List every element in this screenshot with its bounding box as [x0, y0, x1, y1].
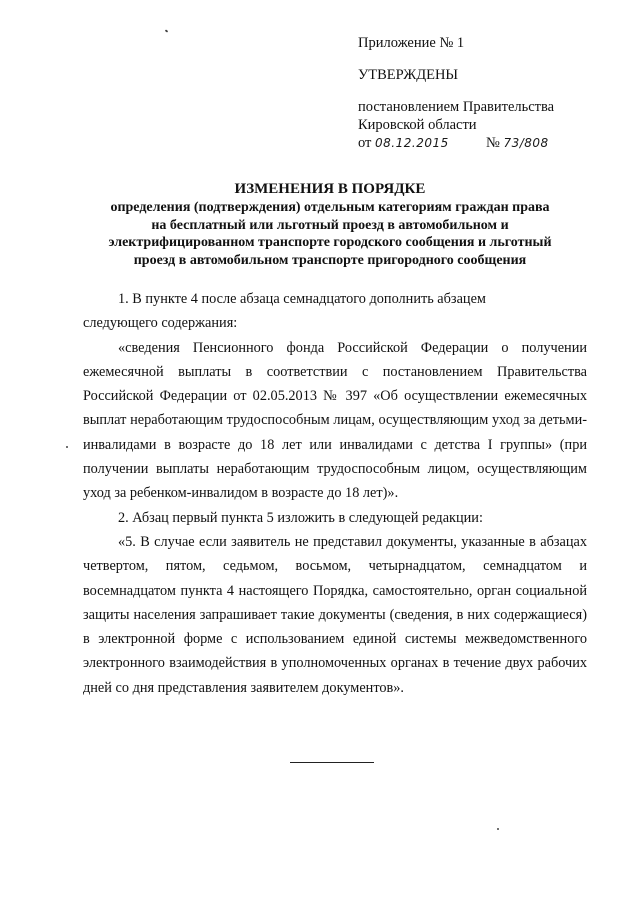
scan-mark — [165, 29, 169, 32]
paragraph-1-continued: следующего содержания: — [83, 315, 238, 332]
date-prefix: от — [358, 135, 372, 151]
paragraph-1: 1. В пункте 4 после абзаца семнадцатого дополнить абзацем — [118, 291, 486, 307]
number-value: 73/808 — [503, 136, 549, 150]
paragraph-3: 2. Абзац первый пункта 5 изложить в следующей редакции: — [118, 509, 483, 526]
decree-line-1: постановлением Правительства — [358, 99, 555, 115]
approved-label: УТВЕРЖДЕНЫ — [358, 67, 459, 83]
title-line: электрифицированном транспорте городского сообщения и льготный — [108, 235, 552, 251]
title-line: на бесплатный или льготный проезд в автомобильном и — [151, 217, 509, 233]
closing-rule — [290, 762, 374, 763]
title-main: ИЗМЕНЕНИЯ В ПОРЯДКЕ — [234, 181, 426, 197]
document-title — [70, 180, 590, 269]
appendix-label: Приложение № 1 — [358, 35, 465, 51]
number-prefix: № — [486, 135, 500, 151]
paragraph-4-quote: «5. В случае если заявитель не представил документы, указанные в абзацах четвертом, пятом, седьмом, восьмом, четырнадцатом, семнадцатом и восемнадцатом пункта 4 настоящего Порядка, самостоятельно, орган социальной защиты населения запрашивает такие документы (сведения, в них содержащиеся) в электронной форме с использованием единой системы межведомственного электронного взаимодействия в уполномоченных органах в течение двух рабочих дней со дня представления заявителем документов». — [83, 533, 587, 696]
date-value: 08.12.2015 — [375, 136, 449, 150]
paragraph-2-quote: «сведения Пенсионного фонда Российской Федерации о получении ежемесячной выплаты в соответствии с постановлением Правительства Российской Федерации от 02.05.2013 № 397 «Об осуществлении ежемесячных выплат неработающим трудоспособным лицам, осуществляющим уход за детьми-инвалидами в возрасте до 18 лет или инвалидами с детства I группы» (при получении выплаты неработающим трудоспособным лицом, осуществляющим уход за ребенком-инвалидом в возрасте до 18 лет)». — [83, 339, 587, 502]
title-line: определения (подтверждения) отдельным категориям граждан права — [110, 200, 550, 215]
scan-mark — [66, 446, 68, 448]
title-line: проезд в автомобильном транспорте пригородного сообщения — [133, 252, 527, 268]
decree-line-2: Кировской области — [358, 117, 477, 133]
document-body — [83, 287, 587, 700]
scan-mark — [497, 828, 499, 830]
decree-date-line — [358, 134, 618, 152]
